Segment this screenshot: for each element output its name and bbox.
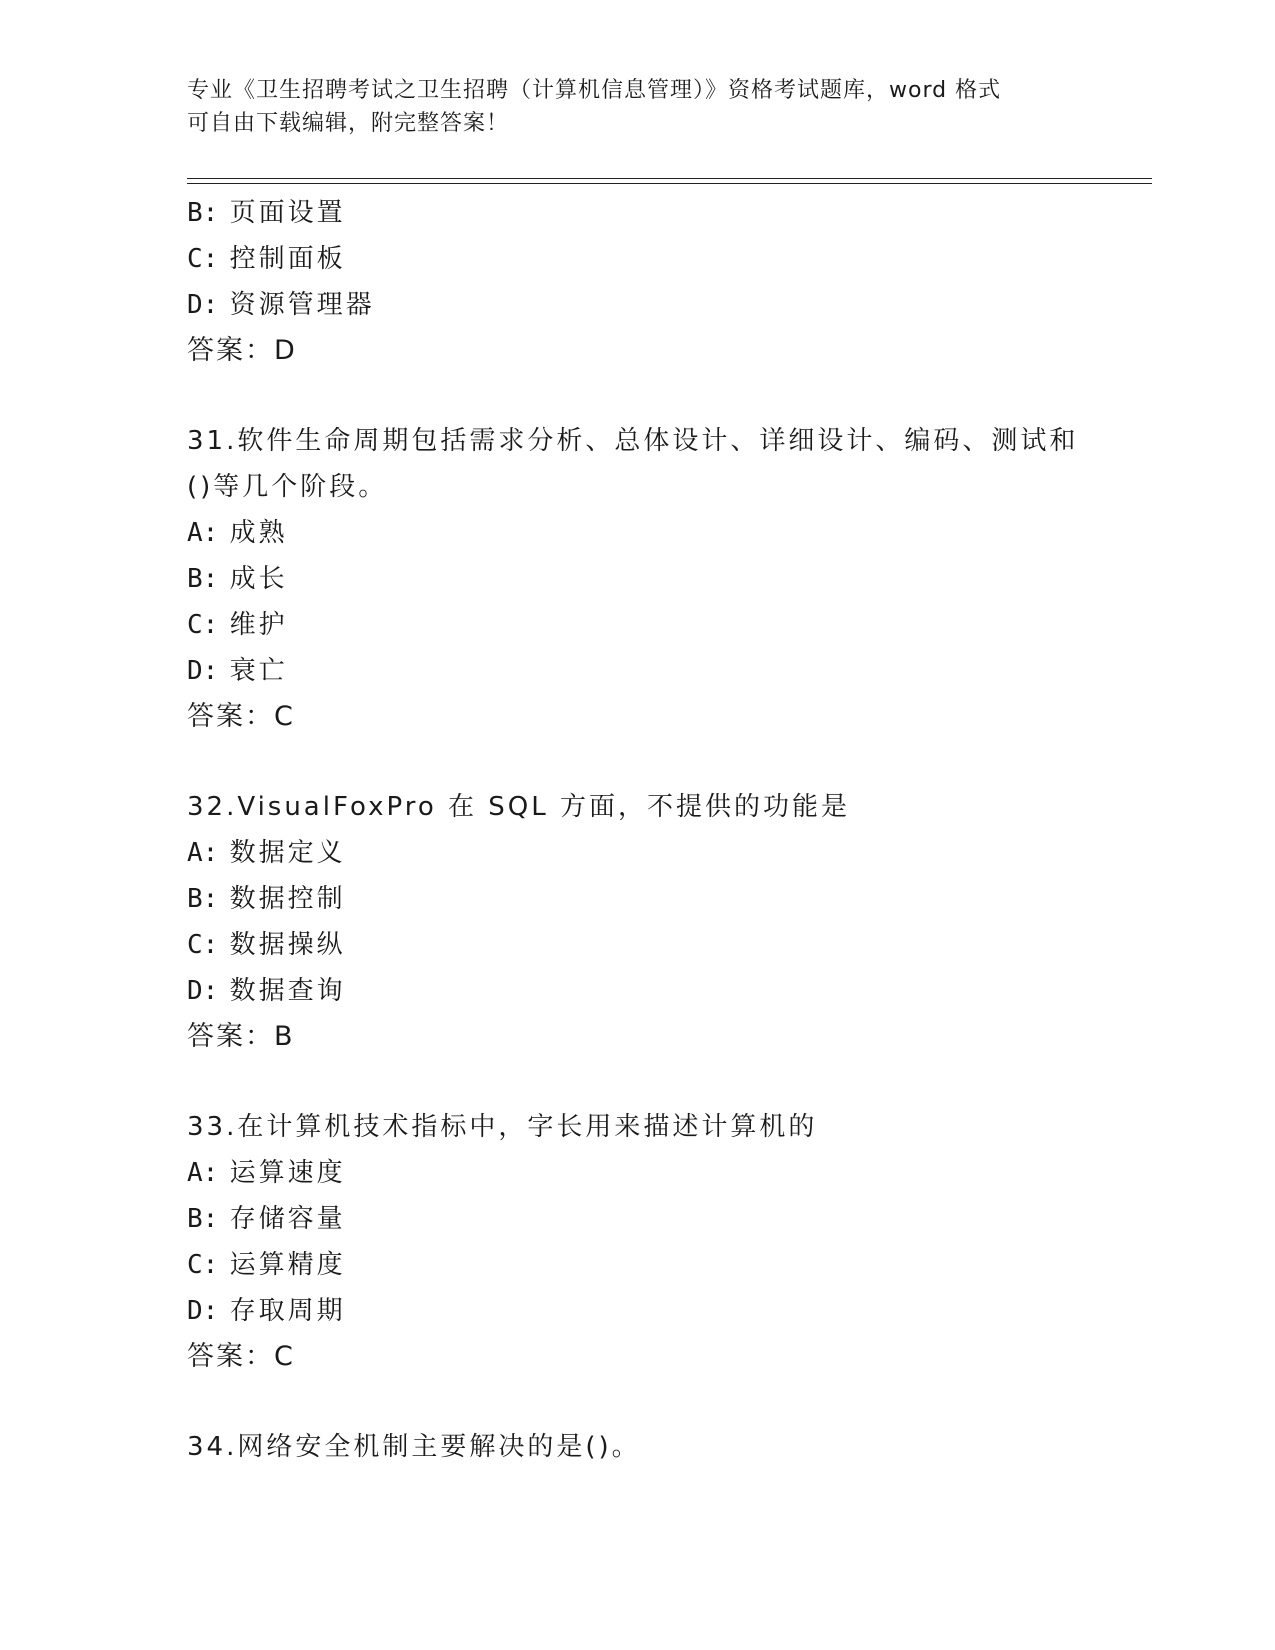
question-34	[187, 1424, 1107, 1470]
option-d: D: 资源管理器	[187, 290, 375, 320]
question-stem-continued: ()等几个阶段。	[187, 472, 388, 502]
option-d: D: 存取周期	[187, 1296, 346, 1326]
question-stem: 32.VisualFoxPro 在 SQL 方面，不提供的功能是	[187, 792, 850, 822]
option-a: A: 运算速度	[187, 1158, 346, 1188]
header-line-1: 专业《卫生招聘考试之卫生招聘（计算机信息管理）》资格考试题库，word 格式	[187, 78, 1002, 103]
answer: 答案：C	[187, 1341, 295, 1372]
question-stem: 31.软件生命周期包括需求分析、总体设计、详细设计、编码、测试和	[187, 426, 1079, 456]
option-c: C: 数据操纵	[187, 930, 346, 960]
option-b: B: 存储容量	[187, 1204, 346, 1234]
question-stem: 34.网络安全机制主要解决的是()。	[187, 1432, 641, 1462]
option-c: C: 维护	[187, 610, 288, 640]
option-d: D: 衰亡	[187, 656, 288, 686]
question-stem: 33.在计算机技术指标中，字长用来描述计算机的	[187, 1112, 818, 1142]
option-b: B: 页面设置	[187, 198, 346, 228]
header-divider-top	[187, 178, 1152, 179]
document-header	[187, 74, 1067, 140]
option-c: C: 控制面板	[187, 244, 346, 274]
question-33	[187, 1104, 1107, 1380]
answer: 答案：B	[187, 1021, 295, 1052]
option-a: A: 成熟	[187, 518, 288, 548]
answer: 答案：D	[187, 335, 297, 366]
header-divider-bottom	[187, 183, 1152, 184]
question-30-tail	[187, 190, 1107, 374]
header-line-2: 可自由下载编辑，附完整答案！	[187, 111, 510, 136]
question-31	[187, 418, 1107, 740]
option-b: B: 数据控制	[187, 884, 346, 914]
question-32	[187, 784, 1107, 1060]
option-b: B: 成长	[187, 564, 288, 594]
option-a: A: 数据定义	[187, 838, 346, 868]
option-d: D: 数据查询	[187, 976, 346, 1006]
answer: 答案：C	[187, 701, 295, 732]
question-content	[187, 190, 1107, 1470]
option-c: C: 运算精度	[187, 1250, 346, 1280]
